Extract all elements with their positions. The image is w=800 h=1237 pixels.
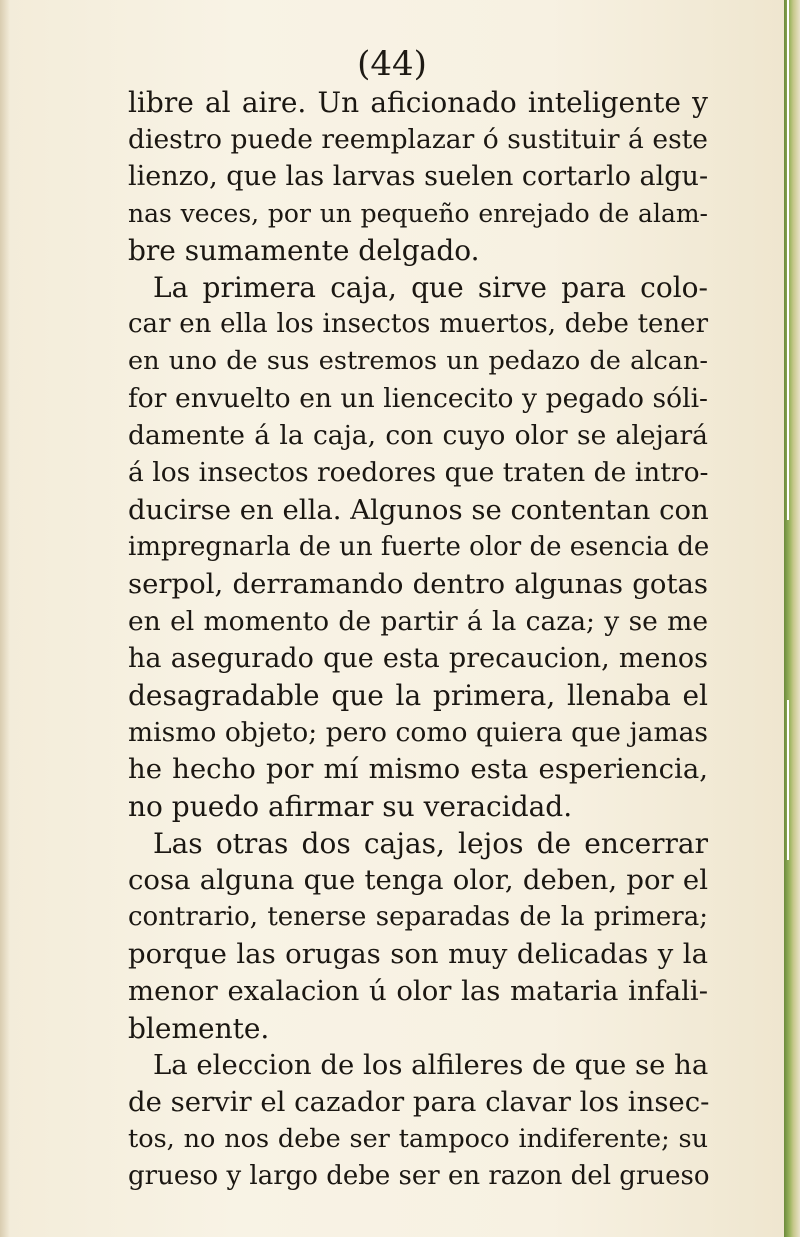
text-line: de servir el cazador para clavar los insec- [128,1086,710,1119]
paragraph-start-line: Las otras dos cajas, lejos de encerrar [153,826,708,860]
text-line: grueso y largo debe ser en razon del grueso [128,1161,710,1192]
text-line: bre sumamente delgado. [128,234,480,268]
text-line: ducirse en ella. Algunos se contentan con [128,493,709,526]
page-gutter-shadow [0,0,10,1237]
text-line: contrario, tenerse separadas de la primera; [128,902,708,933]
text-line: libre al aire. Un aficionado inteligente y [128,86,708,119]
text-line: damente á la caja, con cuyo olor se alejará [128,420,708,452]
text-line: menor exalacion ú olor las mataria infali- [128,975,708,1008]
text-line: desagradable que la primera, llenaba el [128,678,708,712]
text-line: mismo objeto; pero como quiera que jamas [128,716,708,748]
paragraph-start-line: La eleccion de los alfileres de que se ha [153,1049,709,1082]
text-line: nas veces, por un pequeño enrejado de alam- [128,199,708,229]
text-line: tos, no nos debe ser tampoco indiferente; su [128,1124,708,1155]
text-line: cosa alguna que tenga olor, deben, por el [128,863,708,896]
book-edge-strip [784,0,800,1237]
text-line: for envuelto en un liencecito y pegado sóli- [128,383,708,415]
text-line: ha asegurado que esta precaucion, menos [128,642,708,674]
text-line: á los insectos roedores que traten de intro- [128,457,709,489]
text-line: he hecho por mí mismo esta esperiencia, [128,752,708,785]
strip-highlight [787,0,789,520]
text-line: car en ella los insectos muertos, debe tener [128,309,708,340]
text-line: serpol, derramando dentro algunas gotas [128,567,708,600]
text-line: blemente. [128,1012,270,1046]
text-line: impregnarla de un fuerte olor de esencia de [128,531,710,562]
body-text [128,84,708,1195]
text-line: en el momento de partir á la caza; y se me [128,605,708,637]
strip-highlight [787,700,789,860]
text-line: no puedo afirmar su veracidad. [128,789,573,823]
paragraph-start-line: La primera caja, que sirve para colo- [153,271,708,305]
text-line: diestro puede reemplazar ó sustituir á este [128,124,708,156]
page-number: (44) [357,44,427,84]
text-line: porque las orugas son muy delicadas y la [128,938,708,971]
text-line: en uno de sus estremos un pedazo de alcan- [128,346,708,377]
text-line: lienzo, que las larvas suelen cortarlo algu- [128,161,709,193]
